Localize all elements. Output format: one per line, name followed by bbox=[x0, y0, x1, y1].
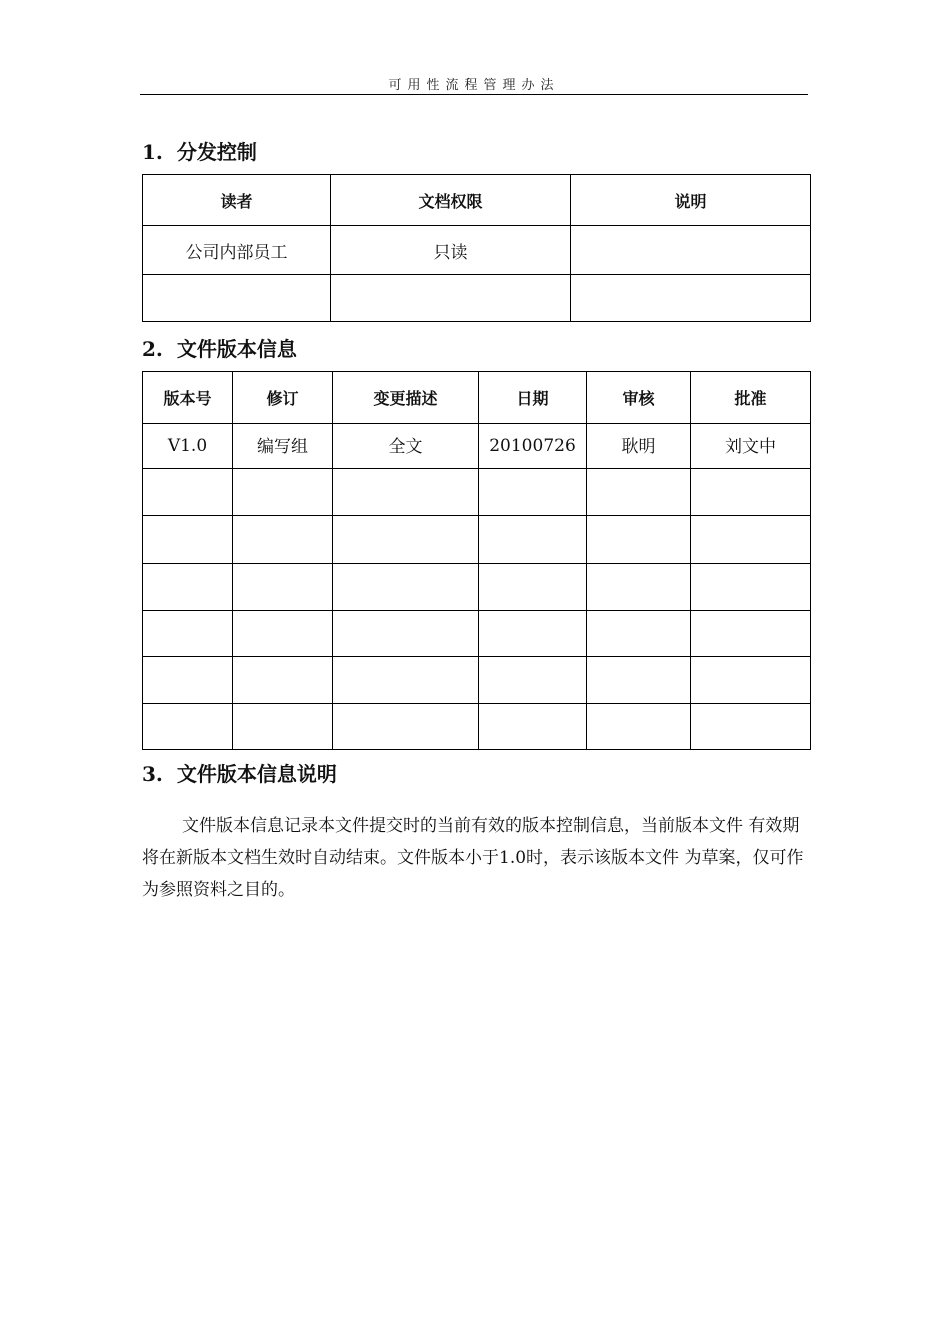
column-header: 批准 bbox=[691, 372, 811, 424]
distribution-table bbox=[142, 174, 811, 322]
table-cell bbox=[233, 657, 333, 704]
table-cell bbox=[233, 704, 333, 750]
column-header: 日期 bbox=[479, 372, 587, 424]
table-cell bbox=[691, 611, 811, 657]
table-cell bbox=[479, 657, 587, 704]
table-cell bbox=[571, 226, 811, 275]
section-title-distribution bbox=[142, 136, 257, 165]
table-header-row bbox=[143, 175, 811, 226]
column-header: 版本号 bbox=[143, 372, 233, 424]
version-table bbox=[142, 371, 811, 750]
table-row bbox=[143, 611, 811, 657]
table-row bbox=[143, 275, 811, 322]
table-cell bbox=[587, 564, 691, 611]
table-cell: 20100726 bbox=[479, 424, 587, 469]
table-cell bbox=[479, 564, 587, 611]
table-cell bbox=[479, 469, 587, 516]
table-cell bbox=[691, 516, 811, 564]
table-row bbox=[143, 469, 811, 516]
table-cell bbox=[233, 469, 333, 516]
column-header: 文档权限 bbox=[331, 175, 571, 226]
table-row bbox=[143, 516, 811, 564]
table-cell bbox=[233, 516, 333, 564]
section-title-text: 文件版本信息说明 bbox=[176, 762, 337, 786]
page-header: 可用性流程管理办法 bbox=[140, 74, 808, 95]
column-header: 修订 bbox=[233, 372, 333, 424]
table-cell bbox=[691, 657, 811, 704]
table-cell bbox=[143, 564, 233, 611]
table-cell: 编写组 bbox=[233, 424, 333, 469]
table-cell bbox=[143, 704, 233, 750]
table-cell bbox=[587, 704, 691, 750]
section-title-text: 分发控制 bbox=[176, 140, 257, 164]
table-cell: 耿明 bbox=[587, 424, 691, 469]
section-number: 2. bbox=[142, 337, 163, 361]
table-cell: 全文 bbox=[333, 424, 479, 469]
table-cell bbox=[233, 611, 333, 657]
table-cell bbox=[587, 657, 691, 704]
table-cell: 公司内部员工 bbox=[143, 226, 331, 275]
column-header: 审核 bbox=[587, 372, 691, 424]
version-notes-paragraph: 文件版本信息记录本文件提交时的当前有效的版本控制信息，当前版本文件 有效期将在新版本文档生效时自动结束。文件版本小于1.0时，表示该版本文件 为草案，仅可作为参照资料之目的。 bbox=[142, 816, 804, 900]
table-cell bbox=[587, 611, 691, 657]
table-cell bbox=[143, 516, 233, 564]
table-row bbox=[143, 424, 811, 469]
table-row bbox=[143, 226, 811, 275]
table-cell bbox=[333, 564, 479, 611]
section-number: 1. bbox=[142, 140, 163, 164]
column-header: 说明 bbox=[571, 175, 811, 226]
table-cell bbox=[331, 275, 571, 322]
table-cell bbox=[333, 469, 479, 516]
table-cell: 刘文中 bbox=[691, 424, 811, 469]
table-cell bbox=[333, 704, 479, 750]
section-title-version-info bbox=[142, 333, 297, 362]
section-title-version-notes bbox=[142, 758, 337, 787]
table-cell bbox=[587, 516, 691, 564]
table-cell bbox=[691, 469, 811, 516]
section-number: 3. bbox=[142, 762, 163, 786]
table-cell bbox=[333, 516, 479, 564]
table-cell bbox=[691, 704, 811, 750]
table-cell bbox=[571, 275, 811, 322]
table-cell bbox=[479, 704, 587, 750]
column-header: 读者 bbox=[143, 175, 331, 226]
section-title-text: 文件版本信息 bbox=[176, 337, 297, 361]
table-cell bbox=[143, 611, 233, 657]
table-cell: V1.0 bbox=[143, 424, 233, 469]
table-cell bbox=[143, 469, 233, 516]
table-cell bbox=[691, 564, 811, 611]
table-cell bbox=[587, 469, 691, 516]
table-cell bbox=[333, 611, 479, 657]
table-cell bbox=[479, 516, 587, 564]
table-row bbox=[143, 704, 811, 750]
table-header-row bbox=[143, 372, 811, 424]
table-row bbox=[143, 657, 811, 704]
column-header: 变更描述 bbox=[333, 372, 479, 424]
table-cell bbox=[143, 275, 331, 322]
table-cell bbox=[479, 611, 587, 657]
table-cell bbox=[143, 657, 233, 704]
table-row bbox=[143, 564, 811, 611]
table-cell: 只读 bbox=[331, 226, 571, 275]
table-cell bbox=[233, 564, 333, 611]
table-cell bbox=[333, 657, 479, 704]
